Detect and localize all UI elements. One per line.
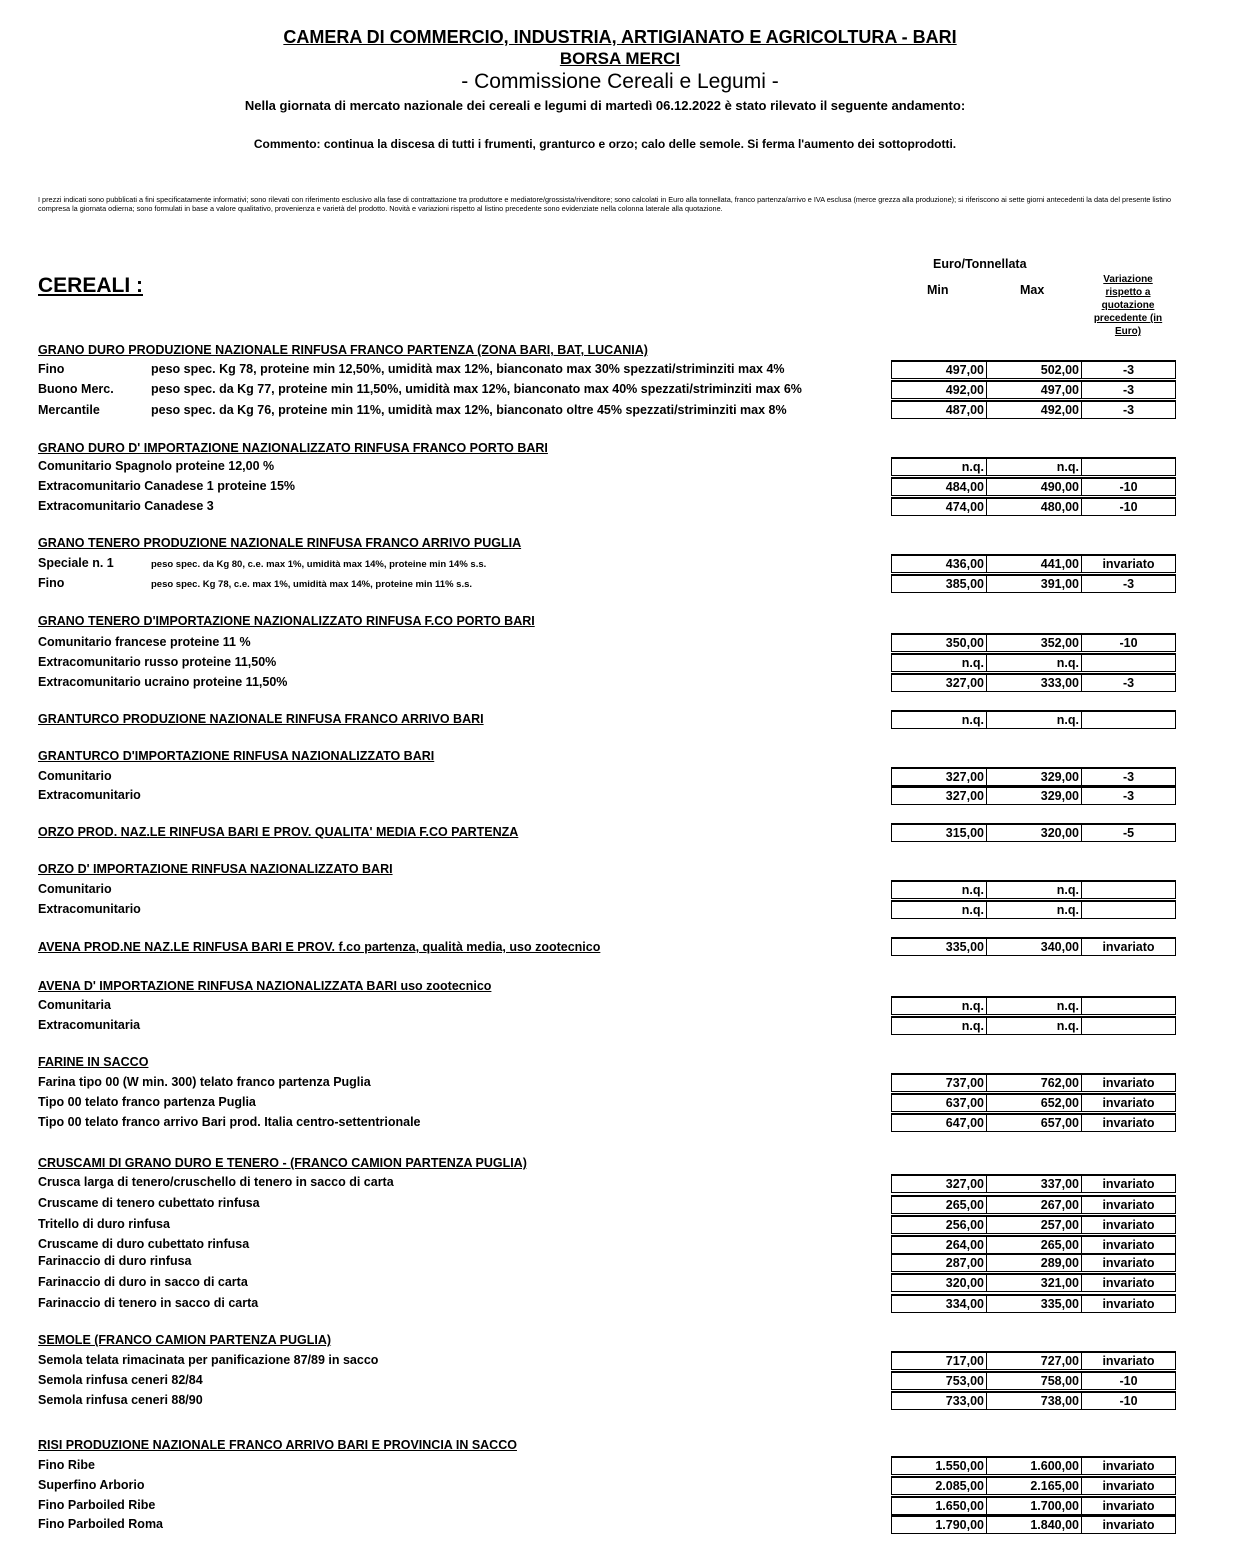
max-price: 1.840,00 — [987, 1517, 1082, 1533]
min-price: 335,00 — [892, 939, 987, 955]
section-title: AVENA D' IMPORTAZIONE RINFUSA NAZIONALIZZATA BARI uso zootecnico — [38, 979, 492, 993]
min-price: 334,00 — [892, 1296, 987, 1312]
price-row — [891, 1113, 1176, 1132]
price-row — [891, 1195, 1176, 1214]
variation — [1082, 882, 1175, 898]
min-price: 1.550,00 — [892, 1458, 987, 1474]
market-day-line: Nella giornata di mercato nazionale dei cereali e legumi di martedì 06.12.2022 è stato rilevato il seguente andamento: — [244, 98, 966, 113]
min-price: 647,00 — [892, 1115, 987, 1131]
cereali-heading: CEREALI : — [38, 274, 143, 297]
row-label: Mercantile — [38, 403, 100, 417]
min-price: 287,00 — [892, 1255, 987, 1271]
section-title: GRANTURCO D'IMPORTAZIONE RINFUSA NAZIONALIZZATO BARI — [38, 749, 435, 763]
row-label: Comunitario Spagnolo proteine 12,00 % — [38, 459, 275, 473]
min-price: 350,00 — [892, 635, 987, 651]
price-row — [891, 786, 1176, 805]
row-label: Speciale n. 1 — [38, 556, 114, 570]
min-price: 264,00 — [892, 1237, 987, 1253]
section-title: RISI PRODUZIONE NAZIONALE FRANCO ARRIVO BARI E PROVINCIA IN SACCO — [38, 1438, 517, 1452]
variation: invariato — [1102, 1276, 1155, 1290]
price-row — [891, 653, 1176, 672]
price-row — [891, 554, 1176, 573]
variation: -3 — [1122, 383, 1135, 397]
max-price: n.q. — [987, 882, 1082, 898]
variation: invariato — [1102, 1218, 1155, 1232]
price-row — [891, 380, 1176, 399]
max-price: n.q. — [987, 902, 1082, 918]
row-label: Farina tipo 00 (W min. 300) telato franco partenza Puglia — [38, 1075, 371, 1089]
max-price: 320,00 — [987, 825, 1082, 841]
max-price: 2.165,00 — [987, 1478, 1082, 1494]
unit-header: Euro/Tonnellata — [933, 257, 1027, 271]
max-price: n.q. — [987, 1018, 1082, 1034]
price-row — [891, 1235, 1176, 1254]
price-row — [891, 1253, 1176, 1272]
section-title — [38, 940, 600, 954]
variation: invariato — [1102, 1256, 1155, 1270]
min-price: 733,00 — [892, 1393, 987, 1409]
price-row — [891, 673, 1176, 692]
min-price: 327,00 — [892, 769, 987, 785]
section-title: ORZO PROD. NAZ.LE RINFUSA BARI E PROV. QUALITA' MEDIA F.CO PARTENZA — [38, 825, 519, 839]
variation: invariato — [1102, 1499, 1155, 1513]
variation — [1082, 998, 1175, 1014]
row-label: Semola rinfusa ceneri 88/90 — [38, 1393, 203, 1407]
max-price: 492,00 — [987, 402, 1082, 418]
price-row — [891, 1294, 1176, 1313]
section-title: GRANO TENERO D'IMPORTAZIONE NAZIONALIZZATO RINFUSA F.CO PORTO BARI — [38, 614, 535, 628]
max-price: 333,00 — [987, 675, 1082, 691]
row-label: Farinaccio di duro rinfusa — [38, 1254, 192, 1268]
max-price: n.q. — [987, 459, 1082, 475]
price-row — [891, 633, 1176, 652]
variation: -3 — [1122, 770, 1135, 784]
variation-column-header: Variazione rispetto a quotazione precedente (in Euro) — [1093, 274, 1163, 337]
row-label: Fino — [38, 576, 65, 590]
max-price: 441,00 — [987, 556, 1082, 572]
min-column-header: Min — [927, 283, 949, 297]
commission-title: - Commissione Cereali e Legumi - — [461, 70, 779, 93]
row-label: Cruscame di tenero cubettato rinfusa — [38, 1196, 260, 1210]
max-price: 758,00 — [987, 1373, 1082, 1389]
row-label: Tipo 00 telato franco arrivo Bari prod. Italia centro-settentrionale — [38, 1115, 421, 1129]
row-description: peso spec. Kg 78, proteine min 12,50%, umidità max 12%, bianconato max 30% spezzati/striminziti max 4% — [151, 362, 785, 376]
variation: invariato — [1102, 1297, 1155, 1311]
variation — [1082, 712, 1175, 728]
variation: -10 — [1119, 500, 1138, 514]
max-price: 289,00 — [987, 1255, 1082, 1271]
variation: -10 — [1119, 1394, 1138, 1408]
max-price: n.q. — [987, 998, 1082, 1014]
variation: invariato — [1102, 557, 1155, 571]
row-label: Superfino Arborio — [38, 1478, 145, 1492]
min-price: 327,00 — [892, 675, 987, 691]
variation — [1082, 902, 1175, 918]
row-description: peso spec. Kg 78, c.e. max 1%, umidità max 14%, proteine min 11% s.s. — [151, 579, 473, 590]
row-label: Crusca larga di tenero/cruschello di tenero in sacco di carta — [38, 1175, 394, 1189]
price-row — [891, 1456, 1176, 1475]
price-row — [891, 1515, 1176, 1534]
price-row — [891, 900, 1176, 919]
variation: invariato — [1102, 1354, 1155, 1368]
price-row — [891, 497, 1176, 516]
min-price: 487,00 — [892, 402, 987, 418]
variation: -3 — [1122, 789, 1135, 803]
min-price: 637,00 — [892, 1095, 987, 1111]
min-price: n.q. — [892, 998, 987, 1014]
price-row — [891, 1016, 1176, 1035]
row-label: Comunitario — [38, 769, 112, 783]
row-label: Fino — [38, 362, 65, 376]
max-price: 480,00 — [987, 499, 1082, 515]
section-title: GRANO DURO PRODUZIONE NAZIONALE RINFUSA FRANCO PARTENZA (ZONA BARI, BAT, LUCANIA) — [38, 343, 648, 357]
variation: -3 — [1122, 403, 1135, 417]
max-price: 337,00 — [987, 1176, 1082, 1192]
variation: invariato — [1102, 1198, 1155, 1212]
row-label: Cruscame di duro cubettato rinfusa — [38, 1237, 250, 1251]
variation: invariato — [1102, 1076, 1155, 1090]
min-price: n.q. — [892, 459, 987, 475]
price-row — [891, 1476, 1176, 1495]
price-row — [891, 1496, 1176, 1515]
min-price: 1.650,00 — [892, 1498, 987, 1514]
row-label: Extracomunitario — [38, 902, 141, 916]
min-price: 256,00 — [892, 1217, 987, 1233]
variation: invariato — [1102, 1096, 1155, 1110]
max-price: 490,00 — [987, 479, 1082, 495]
row-label: Extracomunitario — [38, 788, 141, 802]
price-row — [891, 767, 1176, 786]
max-price: 1.700,00 — [987, 1498, 1082, 1514]
row-label: Extracomunitario ucraino proteine 11,50% — [38, 675, 288, 689]
min-price: 315,00 — [892, 825, 987, 841]
min-price: 385,00 — [892, 576, 987, 592]
row-label: Comunitario — [38, 882, 112, 896]
max-price: 497,00 — [987, 382, 1082, 398]
min-price: 717,00 — [892, 1353, 987, 1369]
price-row — [891, 1073, 1176, 1092]
price-row — [891, 937, 1176, 956]
section-title: SEMOLE (FRANCO CAMION PARTENZA PUGLIA) — [38, 1333, 332, 1347]
row-label: Semola rinfusa ceneri 82/84 — [38, 1373, 203, 1387]
max-price: 321,00 — [987, 1275, 1082, 1291]
market-comment: Commento: continua la discesa di tutti i frumenti, granturco e orzo; calo delle semole. Si ferma l'aumento dei sottoprodotti. — [253, 137, 957, 151]
variation: invariato — [1102, 1459, 1155, 1473]
price-row — [891, 1174, 1176, 1193]
variation: invariato — [1102, 940, 1155, 954]
max-price: n.q. — [987, 655, 1082, 671]
min-price: 2.085,00 — [892, 1478, 987, 1494]
row-label: Farinaccio di tenero in sacco di carta — [38, 1296, 259, 1310]
min-price: 737,00 — [892, 1075, 987, 1091]
min-price: 474,00 — [892, 499, 987, 515]
price-row — [891, 880, 1176, 899]
section-title: GRANO DURO D' IMPORTAZIONE NAZIONALIZZATO RINFUSA FRANCO PORTO BARI — [38, 441, 548, 455]
price-row — [891, 996, 1176, 1015]
price-row — [891, 1371, 1176, 1390]
row-label: Semola telata rimacinata per panificazione 87/89 in sacco — [38, 1353, 379, 1367]
min-price: 753,00 — [892, 1373, 987, 1389]
variation: -5 — [1122, 826, 1135, 840]
variation — [1082, 1018, 1175, 1034]
max-price: 265,00 — [987, 1237, 1082, 1253]
max-price: 391,00 — [987, 576, 1082, 592]
max-price: 329,00 — [987, 788, 1082, 804]
section-title: ORZO D' IMPORTAZIONE RINFUSA NAZIONALIZZATO BARI — [38, 862, 393, 876]
min-price: 497,00 — [892, 362, 987, 378]
section-title-suffix: f.co partenza, qualità media, uso zootecnico — [335, 940, 601, 954]
min-price: n.q. — [892, 1018, 987, 1034]
row-label: Buono Merc. — [38, 382, 114, 396]
row-label: Tritello di duro rinfusa — [38, 1217, 170, 1231]
min-price: 320,00 — [892, 1275, 987, 1291]
variation — [1082, 655, 1175, 671]
min-price: 265,00 — [892, 1197, 987, 1213]
max-price: 340,00 — [987, 939, 1082, 955]
variation: -10 — [1119, 480, 1138, 494]
variation: -10 — [1119, 636, 1138, 650]
price-row — [891, 1273, 1176, 1292]
row-label: Fino Parboiled Roma — [38, 1517, 164, 1531]
row-label: Fino Ribe — [38, 1458, 95, 1472]
price-row — [891, 574, 1176, 593]
max-price: 652,00 — [987, 1095, 1082, 1111]
borsa-merci-title: BORSA MERCI — [559, 49, 681, 68]
variation: invariato — [1102, 1479, 1155, 1493]
max-price: 267,00 — [987, 1197, 1082, 1213]
row-label: Comunitaria — [38, 998, 111, 1012]
row-description: peso spec. da Kg 77, proteine min 11,50%, umidità max 12%, bianconato max 40% spezzati/striminziti max 6% — [151, 382, 802, 396]
row-label: Farinaccio di duro in sacco di carta — [38, 1275, 248, 1289]
min-price: n.q. — [892, 712, 987, 728]
row-label: Comunitario francese proteine 11 % — [38, 635, 251, 649]
row-label: Extracomunitario Canadese 3 — [38, 499, 214, 513]
min-price: 484,00 — [892, 479, 987, 495]
price-row — [891, 1351, 1176, 1370]
variation: invariato — [1102, 1518, 1155, 1532]
price-row — [891, 1391, 1176, 1410]
max-price: 502,00 — [987, 362, 1082, 378]
row-description: peso spec. da Kg 76, proteine min 11%, umidità max 12%, bianconato oltre 45% spezzati/striminziti max 8% — [151, 403, 787, 417]
price-row — [891, 1093, 1176, 1112]
price-row — [891, 710, 1176, 729]
min-price: 1.790,00 — [892, 1517, 987, 1533]
variation: -10 — [1119, 1374, 1138, 1388]
section-title: GRANO TENERO PRODUZIONE NAZIONALE RINFUSA FRANCO ARRIVO PUGLIA — [38, 536, 522, 550]
row-label: Tipo 00 telato franco partenza Puglia — [38, 1095, 256, 1109]
max-price: 657,00 — [987, 1115, 1082, 1131]
disclaimer-text: I prezzi indicati sono pubblicati a fini specificatamente informativi; sono rilevati con riferimento esclusivo alla fase di contrattazione tra produttore e mediatore/grossista/rivenditore; sono calcolati in Euro alla tonnellata, franco partenza/arrivo e IVA esclusa (merce grezza alla produzione); si riferiscono ai sette giorni antecedenti la data del presente listino compresa la giornata odierna; sono formulati in base a valore qualitativo, provenienza e varietà del prodotto. Novità e variazioni rispetto al listino precedente sono evidenziate nella colonna laterale alla quotazione. — [38, 195, 1172, 213]
section-title-main: AVENA PROD.NE NAZ.LE RINFUSA BARI E PROV. — [38, 940, 336, 954]
min-price: 327,00 — [892, 788, 987, 804]
variation: invariato — [1102, 1177, 1155, 1191]
min-price: 492,00 — [892, 382, 987, 398]
row-label: Extracomunitaria — [38, 1018, 141, 1032]
max-column-header: Max — [1020, 283, 1045, 297]
min-price: 327,00 — [892, 1176, 987, 1192]
variation: -3 — [1122, 363, 1135, 377]
row-label: Extracomunitario russo proteine 11,50% — [38, 655, 277, 669]
row-description: peso spec. da Kg 80, c.e. max 1%, umidità max 14%, proteine min 14% s.s. — [151, 559, 487, 570]
section-title: GRANTURCO PRODUZIONE NAZIONALE RINFUSA FRANCO ARRIVO BARI — [38, 712, 484, 726]
max-price: 738,00 — [987, 1393, 1082, 1409]
max-price: 352,00 — [987, 635, 1082, 651]
price-row — [891, 477, 1176, 496]
min-price: n.q. — [892, 902, 987, 918]
section-title: CRUSCAMI DI GRANO DURO E TENERO - (FRANCO CAMION PARTENZA PUGLIA) — [38, 1156, 527, 1170]
variation — [1082, 459, 1175, 475]
max-price: 329,00 — [987, 769, 1082, 785]
price-row — [891, 360, 1176, 379]
price-row — [891, 400, 1176, 419]
variation: invariato — [1102, 1116, 1155, 1130]
max-price: 1.600,00 — [987, 1458, 1082, 1474]
variation: -3 — [1122, 577, 1135, 591]
max-price: 335,00 — [987, 1296, 1082, 1312]
min-price: 436,00 — [892, 556, 987, 572]
variation: invariato — [1102, 1238, 1155, 1252]
max-price: 257,00 — [987, 1217, 1082, 1233]
row-label: Fino Parboiled Ribe — [38, 1498, 156, 1512]
section-title: FARINE IN SACCO — [38, 1055, 149, 1069]
price-row — [891, 457, 1176, 476]
max-price: n.q. — [987, 712, 1082, 728]
variation: -3 — [1122, 676, 1135, 690]
min-price: n.q. — [892, 655, 987, 671]
min-price: n.q. — [892, 882, 987, 898]
row-label: Extracomunitario Canadese 1 proteine 15% — [38, 479, 296, 493]
price-row — [891, 823, 1176, 842]
price-row — [891, 1215, 1176, 1234]
chamber-title: CAMERA DI COMMERCIO, INDUSTRIA, ARTIGIANATO E AGRICOLTURA - BARI — [283, 27, 957, 47]
max-price: 762,00 — [987, 1075, 1082, 1091]
max-price: 727,00 — [987, 1353, 1082, 1369]
